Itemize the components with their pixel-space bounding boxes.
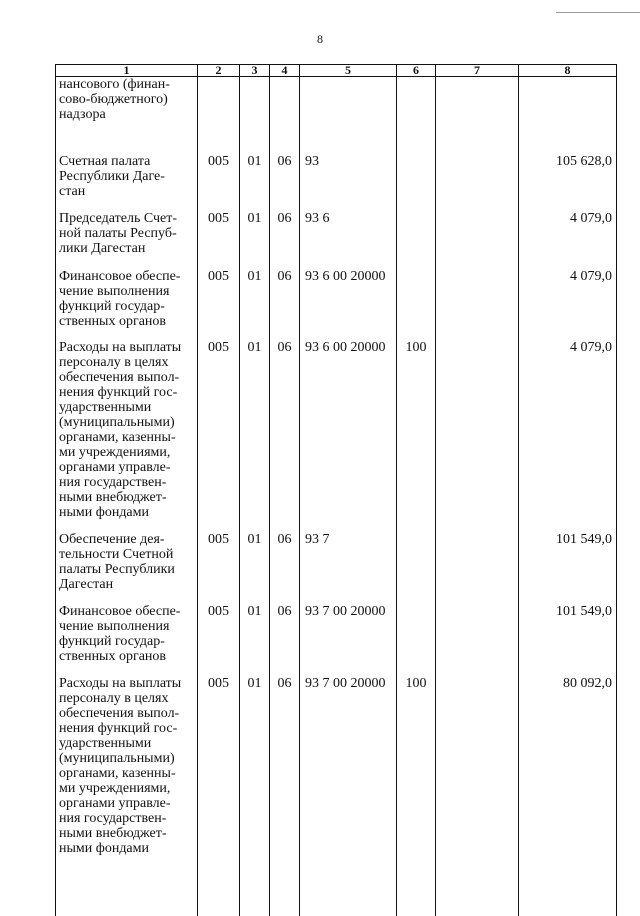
row-amount: 101 549,0: [519, 532, 617, 604]
row-section: 01: [240, 340, 270, 532]
row-name: Обеспечение дея- тельности Счетной палаты Республики Дагестан: [56, 532, 198, 604]
table-row: [56, 77, 617, 155]
table-row: [56, 211, 617, 269]
row-subsection: 06: [270, 676, 300, 856]
row-column-7: [436, 269, 519, 340]
row-section: 01: [240, 269, 270, 340]
table-body: [56, 77, 617, 916]
row-amount: 101 549,0: [519, 604, 617, 676]
empty-cell: [397, 856, 436, 916]
table-row-empty: [56, 856, 617, 916]
row-code-admin: 005: [198, 154, 240, 211]
row-column-7: [436, 676, 519, 856]
header-cell-7: 7: [436, 65, 519, 77]
row-section: 01: [240, 532, 270, 604]
empty-cell: [300, 856, 397, 916]
row-expense-type: [397, 77, 436, 155]
row-expense-type: [397, 154, 436, 211]
table-row: [56, 269, 617, 340]
table-row: [56, 604, 617, 676]
header-cell-3: 3: [240, 65, 270, 77]
row-name: Счетная палата Республики Даге- стан: [56, 154, 198, 211]
header-cell-1: 1: [56, 65, 198, 77]
table-row: [56, 154, 617, 211]
header-cell-6: 6: [397, 65, 436, 77]
header-cell-5: 5: [300, 65, 397, 77]
row-amount: 4 079,0: [519, 340, 617, 532]
header-cell-4: 4: [270, 65, 300, 77]
row-section: 01: [240, 604, 270, 676]
table-row: [56, 676, 617, 856]
row-name: Председатель Счет- ной палаты Респуб- лики Дагестан: [56, 211, 198, 269]
row-name: Расходы на выплаты персоналу в целях обеспечения выпол- нения функций гос- ударственными (муниципальными) органами, казенны- ми учреждениями, органами управле- ния государствен- ными внебюджет- ными фондами: [56, 676, 198, 856]
row-expense-type: [397, 211, 436, 269]
empty-cell: [240, 856, 270, 916]
corner-rule: [556, 12, 640, 13]
row-expense-type: 100: [397, 340, 436, 532]
row-subsection: 06: [270, 211, 300, 269]
row-subsection: 06: [270, 269, 300, 340]
row-code-admin: 005: [198, 269, 240, 340]
row-subsection: 06: [270, 532, 300, 604]
row-code-admin: 005: [198, 532, 240, 604]
row-amount: [519, 77, 617, 155]
empty-cell: [519, 856, 617, 916]
empty-cell: [56, 856, 198, 916]
row-expense-type: 100: [397, 676, 436, 856]
row-target-article: 93 7 00 20000: [300, 676, 397, 856]
row-name: Расходы на выплаты персоналу в целях обеспечения выпол- нения функций гос- ударственными (муниципальными) органами, казенны- ми учреждениями, органами управле- ния государствен- ными внебюджет- ными фондами: [56, 340, 198, 532]
empty-cell: [198, 856, 240, 916]
budget-table: [55, 64, 617, 916]
row-column-7: [436, 604, 519, 676]
empty-cell: [270, 856, 300, 916]
row-section: 01: [240, 676, 270, 856]
header-cell-8: 8: [519, 65, 617, 77]
row-subsection: 06: [270, 604, 300, 676]
row-name: нансового (финан- сово-бюджетного) надзора: [56, 77, 198, 155]
row-column-7: [436, 532, 519, 604]
row-subsection: 06: [270, 340, 300, 532]
header-cell-2: 2: [198, 65, 240, 77]
row-code-admin: 005: [198, 676, 240, 856]
row-amount: 4 079,0: [519, 269, 617, 340]
row-target-article: 93 7: [300, 532, 397, 604]
row-column-7: [436, 211, 519, 269]
row-target-article: [300, 77, 397, 155]
row-target-article: 93: [300, 154, 397, 211]
header-row: [56, 65, 617, 77]
row-amount: 80 092,0: [519, 676, 617, 856]
row-name: Финансовое обеспе- чение выполнения функций государ- ственных органов: [56, 604, 198, 676]
row-column-7: [436, 340, 519, 532]
row-target-article: 93 7 00 20000: [300, 604, 397, 676]
row-amount: 105 628,0: [519, 154, 617, 211]
empty-cell: [436, 856, 519, 916]
row-column-7: [436, 77, 519, 155]
row-target-article: 93 6: [300, 211, 397, 269]
row-expense-type: [397, 532, 436, 604]
row-subsection: 06: [270, 154, 300, 211]
row-section: 01: [240, 154, 270, 211]
page-number: 8: [0, 32, 640, 47]
row-amount: 4 079,0: [519, 211, 617, 269]
row-target-article: 93 6 00 20000: [300, 340, 397, 532]
row-code-admin: [198, 77, 240, 155]
row-section: 01: [240, 211, 270, 269]
row-section: [240, 77, 270, 155]
table-row: [56, 532, 617, 604]
row-column-7: [436, 154, 519, 211]
table-row: [56, 340, 617, 532]
row-name: Финансовое обеспе- чение выполнения функций государ- ственных органов: [56, 269, 198, 340]
row-target-article: 93 6 00 20000: [300, 269, 397, 340]
row-code-admin: 005: [198, 211, 240, 269]
row-code-admin: 005: [198, 340, 240, 532]
row-code-admin: 005: [198, 604, 240, 676]
row-expense-type: [397, 269, 436, 340]
row-expense-type: [397, 604, 436, 676]
row-subsection: [270, 77, 300, 155]
